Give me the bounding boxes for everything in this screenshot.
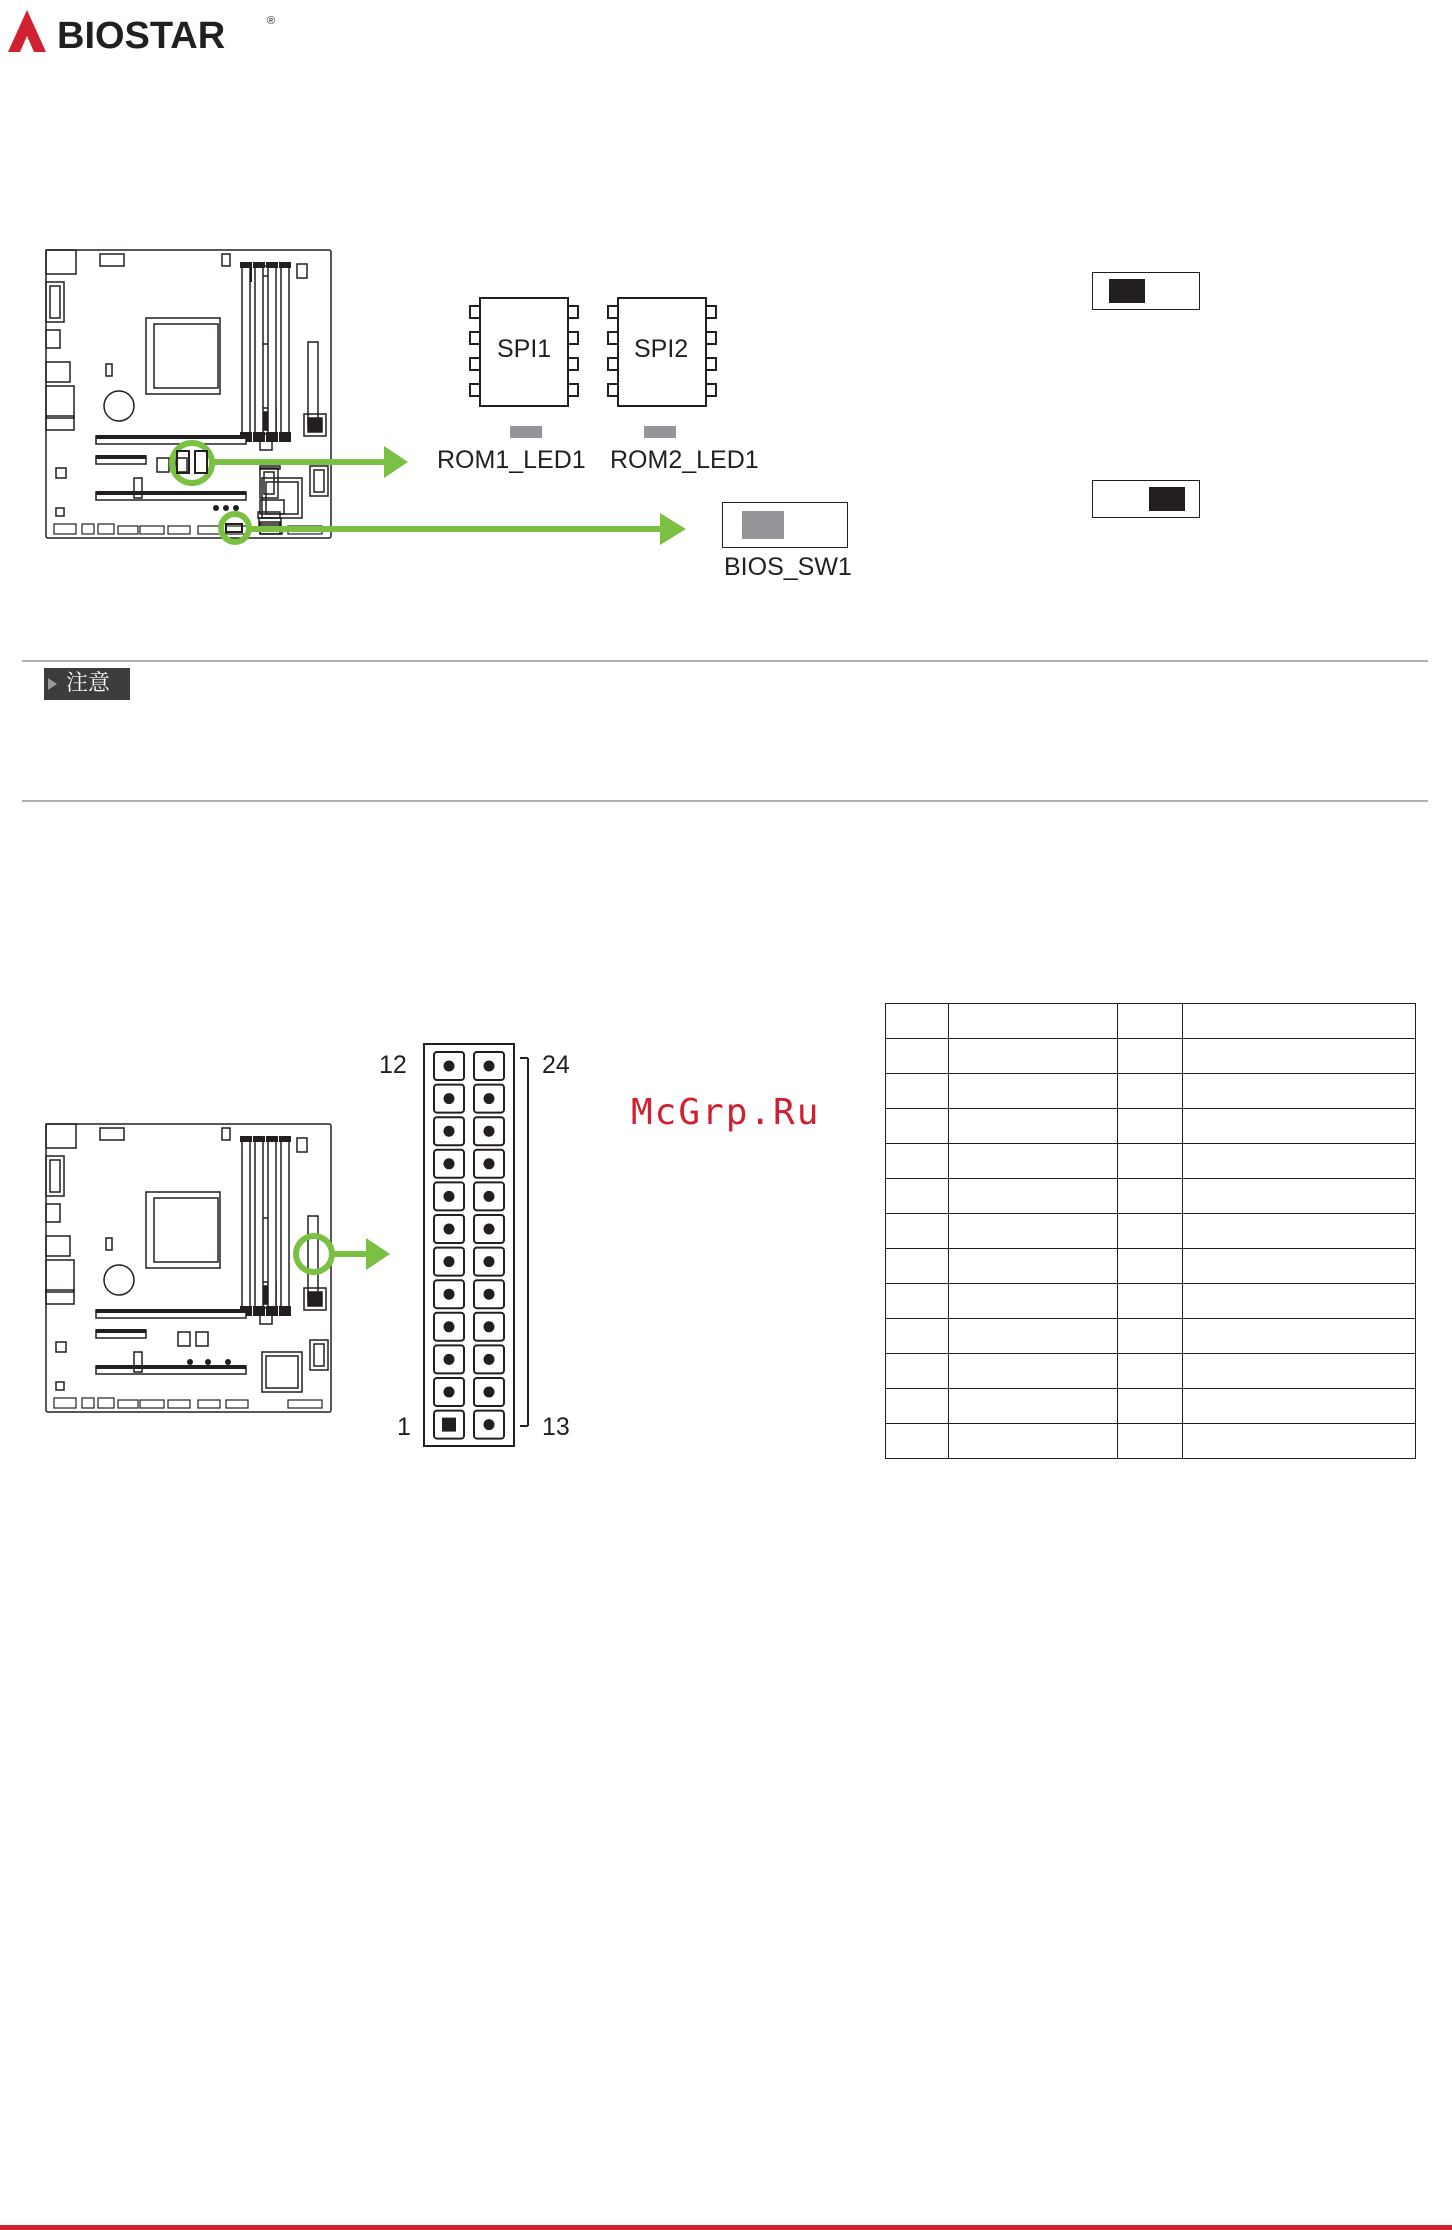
table-cell: [949, 1144, 1118, 1179]
table-row: [886, 1249, 1416, 1284]
pin-dot: [444, 1224, 455, 1235]
table-row: [886, 1319, 1416, 1354]
table-cell: [1183, 1284, 1416, 1319]
table-cell: [886, 1389, 949, 1424]
pin-dot: [484, 1093, 495, 1104]
table-cell: [1183, 1354, 1416, 1389]
table-cell: [886, 1039, 949, 1074]
table-row: [886, 1179, 1416, 1214]
table-cell: [1118, 1319, 1183, 1354]
pin-dot: [484, 1158, 495, 1169]
pin-assignment-table: [885, 1003, 1416, 1459]
table-cell: [1118, 1074, 1183, 1109]
footer-bar: [0, 2225, 1452, 2230]
pin-dot: [484, 1321, 495, 1332]
arrow-right-icon: [366, 1238, 390, 1270]
table-cell: [886, 1319, 949, 1354]
arrow-right-icon: [660, 513, 686, 545]
svg-text:®: ®: [267, 15, 275, 27]
pin-dot: [444, 1289, 455, 1300]
logo-text: BIOSTAR: [57, 15, 226, 56]
pin-dot: [444, 1126, 455, 1137]
table-cell: [1183, 1214, 1416, 1249]
table-cell: [1183, 1179, 1416, 1214]
table-cell: [1118, 1039, 1183, 1074]
table-cell: [886, 1179, 949, 1214]
table-cell: [1118, 1214, 1183, 1249]
table-cell: [1118, 1179, 1183, 1214]
table-row: [886, 1039, 1416, 1074]
table-cell: [949, 1214, 1118, 1249]
pin-dot: [484, 1191, 495, 1202]
table-cell: [1118, 1109, 1183, 1144]
table-cell: [949, 1249, 1118, 1284]
pin-dot: [484, 1224, 495, 1235]
table-cell: [949, 1004, 1118, 1039]
table-cell: [1183, 1074, 1416, 1109]
table-cell: [1183, 1389, 1416, 1424]
rom2-led-indicator: [644, 426, 676, 438]
table-cell: [1118, 1144, 1183, 1179]
table-row: [886, 1074, 1416, 1109]
biostar-logo: [5, 6, 275, 56]
table-cell: [949, 1074, 1118, 1109]
pin-dot: [444, 1191, 455, 1202]
table-cell: [1118, 1354, 1183, 1389]
notice-label: 注意: [44, 668, 130, 700]
table-cell: [886, 1354, 949, 1389]
divider: [22, 800, 1428, 802]
table-row: [886, 1109, 1416, 1144]
pin-label-12: 12: [379, 1051, 407, 1079]
rom1-led-label: ROM1_LED1: [437, 446, 586, 474]
pin-dot: [444, 1256, 455, 1267]
pin-dot: [444, 1158, 455, 1169]
table-row: [886, 1004, 1416, 1039]
table-cell: [886, 1109, 949, 1144]
table-cell: [886, 1424, 949, 1459]
watermark: McGrp.Ru: [631, 1092, 821, 1133]
table-row: [886, 1424, 1416, 1459]
table-cell: [949, 1179, 1118, 1214]
rom2-led-label: ROM2_LED1: [610, 446, 759, 474]
pin-dot: [444, 1354, 455, 1365]
table-cell: [1118, 1424, 1183, 1459]
pin-dot: [484, 1289, 495, 1300]
table-cell: [949, 1039, 1118, 1074]
spi2-label: SPI2: [634, 335, 689, 363]
table-row: [886, 1214, 1416, 1249]
table-cell: [949, 1354, 1118, 1389]
spi1-label: SPI1: [497, 335, 552, 363]
table-row: [886, 1284, 1416, 1319]
pin-label-13: 13: [542, 1413, 570, 1441]
table-cell: [886, 1144, 949, 1179]
table-cell: [886, 1214, 949, 1249]
spi-chips: [468, 294, 726, 454]
pin-label-1: 1: [397, 1413, 411, 1441]
table-cell: [949, 1319, 1118, 1354]
divider: [22, 660, 1428, 662]
table-cell: [1183, 1319, 1416, 1354]
atx-24pin-connector: [420, 1040, 540, 1450]
pin-dot: [444, 1061, 455, 1072]
pin-dot: [484, 1354, 495, 1365]
pin-dot: [444, 1093, 455, 1104]
table-cell: [949, 1424, 1118, 1459]
table-cell: [1183, 1109, 1416, 1144]
table-row: [886, 1389, 1416, 1424]
table-cell: [1183, 1144, 1416, 1179]
table-cell: [886, 1249, 949, 1284]
table-cell: [1118, 1249, 1183, 1284]
table-cell: [1183, 1004, 1416, 1039]
pin-dot: [484, 1126, 495, 1137]
table-cell: [949, 1109, 1118, 1144]
switch-position-right: [1092, 480, 1200, 518]
table-cell: [1183, 1039, 1416, 1074]
table-cell: [1183, 1249, 1416, 1284]
rom1-led-indicator: [510, 426, 542, 438]
table-cell: [886, 1074, 949, 1109]
table-cell: [886, 1284, 949, 1319]
pin1-marker: [442, 1418, 456, 1432]
pin-dot: [484, 1419, 495, 1430]
power-highlight-circle: [296, 1236, 332, 1272]
pin-dot: [444, 1321, 455, 1332]
power-arrow: [290, 1226, 400, 1286]
table-cell: [1118, 1389, 1183, 1424]
triangle-right-icon: [48, 678, 57, 690]
pin-dot: [484, 1256, 495, 1267]
table-cell: [949, 1284, 1118, 1319]
pin-dot: [484, 1387, 495, 1398]
arrow-right-icon: [384, 446, 408, 478]
table-row: [886, 1144, 1416, 1179]
pin-dot: [484, 1061, 495, 1072]
table-cell: [1118, 1004, 1183, 1039]
table-row: [886, 1354, 1416, 1389]
bios-switch: [722, 502, 848, 548]
bios-switch-knob: [742, 511, 784, 539]
switch-position-left: [1092, 272, 1200, 310]
table-cell: [1118, 1284, 1183, 1319]
table-cell: [1183, 1424, 1416, 1459]
table-cell: [886, 1004, 949, 1039]
pin-label-24: 24: [542, 1051, 570, 1079]
table-cell: [949, 1389, 1118, 1424]
pin-dot: [444, 1387, 455, 1398]
bios-switch-label: BIOS_SW1: [724, 553, 852, 581]
